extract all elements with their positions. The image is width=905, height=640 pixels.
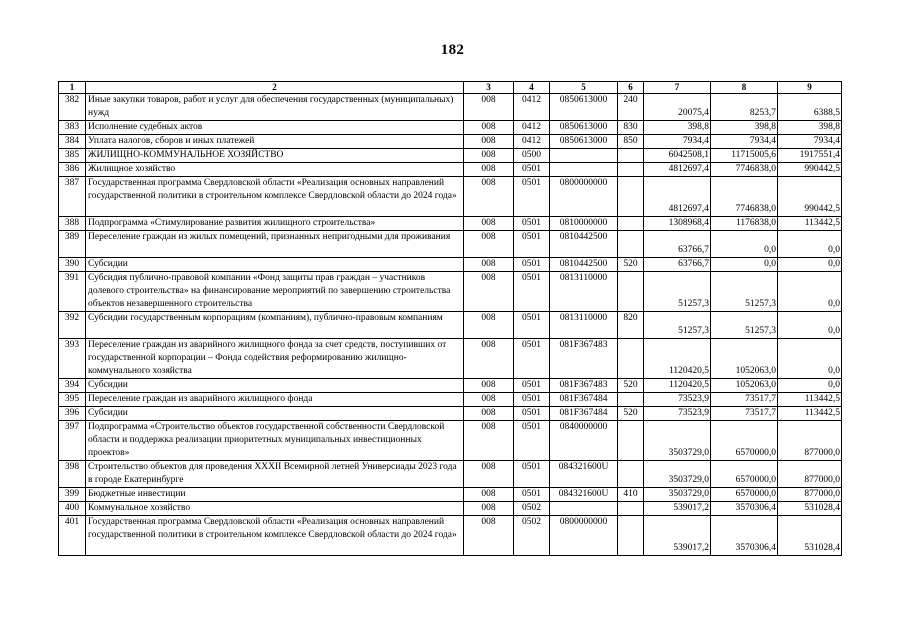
ministry-code: 008 <box>464 258 514 272</box>
amount-col8: 8253,7 <box>711 94 778 121</box>
amount-col9: 113442,5 <box>778 407 842 421</box>
target-article-code: 0813110000 <box>550 272 618 312</box>
amount-col9: 0,0 <box>778 272 842 312</box>
row-number: 394 <box>59 379 86 393</box>
table-row <box>59 121 842 135</box>
ministry-code: 008 <box>464 488 514 502</box>
ministry-code: 008 <box>464 516 514 556</box>
section-code: 0412 <box>514 121 550 135</box>
ministry-code: 008 <box>464 312 514 339</box>
section-code: 0412 <box>514 94 550 121</box>
amount-col8: 73517,7 <box>711 407 778 421</box>
target-article-code: 0800000000 <box>550 177 618 217</box>
expense-type-code <box>618 272 644 312</box>
table-row <box>59 149 842 163</box>
budget-table <box>58 81 842 556</box>
target-article-code: 0810442500 <box>550 231 618 258</box>
table-row <box>59 217 842 231</box>
column-header: 8 <box>711 82 778 94</box>
expense-type-code: 850 <box>618 135 644 149</box>
expense-type-code: 240 <box>618 94 644 121</box>
target-article-code: 0850613000 <box>550 94 618 121</box>
row-name: ЖИЛИЩНО-КОММУНАЛЬНОЕ ХОЗЯЙСТВО <box>86 149 464 163</box>
section-code: 0412 <box>514 135 550 149</box>
column-header: 5 <box>550 82 618 94</box>
ministry-code: 008 <box>464 217 514 231</box>
row-number: 393 <box>59 339 86 379</box>
ministry-code: 008 <box>464 272 514 312</box>
ministry-code: 008 <box>464 121 514 135</box>
expense-type-code <box>618 421 644 461</box>
row-name: Жилищное хозяйство <box>86 163 464 177</box>
row-number: 382 <box>59 94 86 121</box>
row-name: Бюджетные инвестиции <box>86 488 464 502</box>
expense-type-code: 830 <box>618 121 644 135</box>
target-article-code: 0800000000 <box>550 516 618 556</box>
amount-col8: 7746838,0 <box>711 177 778 217</box>
table-row <box>59 231 842 258</box>
row-number: 401 <box>59 516 86 556</box>
ministry-code: 008 <box>464 339 514 379</box>
target-article-code: 0850613000 <box>550 121 618 135</box>
expense-type-code <box>618 217 644 231</box>
amount-col7: 73523,9 <box>644 407 711 421</box>
expense-type-code <box>618 231 644 258</box>
column-header: 1 <box>59 82 86 94</box>
amount-col7: 398,8 <box>644 121 711 135</box>
amount-col8: 0,0 <box>711 258 778 272</box>
amount-col8: 398,8 <box>711 121 778 135</box>
row-number: 386 <box>59 163 86 177</box>
ministry-code: 008 <box>464 94 514 121</box>
amount-col7: 51257,3 <box>644 312 711 339</box>
target-article-code: 081F367484 <box>550 393 618 407</box>
amount-col9: 990442,5 <box>778 163 842 177</box>
amount-col7: 539017,2 <box>644 502 711 516</box>
header-row <box>59 82 842 94</box>
amount-col7: 539017,2 <box>644 516 711 556</box>
table-row <box>59 393 842 407</box>
target-article-code: 084321600U <box>550 461 618 488</box>
table-row <box>59 94 842 121</box>
row-name: Подпрограмма «Стимулирование развития жилищного строительства» <box>86 217 464 231</box>
amount-col7: 4812697,4 <box>644 177 711 217</box>
expense-type-code <box>618 393 644 407</box>
expense-type-code <box>618 461 644 488</box>
amount-col9: 1917551,4 <box>778 149 842 163</box>
amount-col8: 3570306,4 <box>711 516 778 556</box>
row-name: Субсидии <box>86 379 464 393</box>
target-article-code: 0850613000 <box>550 135 618 149</box>
amount-col8: 51257,3 <box>711 312 778 339</box>
section-code: 0501 <box>514 461 550 488</box>
target-article-code: 081F367484 <box>550 407 618 421</box>
row-name: Исполнение судебных актов <box>86 121 464 135</box>
ministry-code: 008 <box>464 461 514 488</box>
row-name: Субсидии государственным корпорациям (компаниям), публично-правовым компаниям <box>86 312 464 339</box>
section-code: 0501 <box>514 379 550 393</box>
amount-col8: 51257,3 <box>711 272 778 312</box>
ministry-code: 008 <box>464 163 514 177</box>
row-number: 390 <box>59 258 86 272</box>
row-number: 400 <box>59 502 86 516</box>
row-name: Уплата налогов, сборов и иных платежей <box>86 135 464 149</box>
amount-col9: 398,8 <box>778 121 842 135</box>
section-code: 0500 <box>514 149 550 163</box>
row-number: 397 <box>59 421 86 461</box>
target-article-code <box>550 149 618 163</box>
amount-col8: 11715005,6 <box>711 149 778 163</box>
section-code: 0502 <box>514 516 550 556</box>
row-name: Подпрограмма «Строительство объектов государственной собственности Свердловской области и поддержка реализации приоритетных муниципальных инвестиционных проектов» <box>86 421 464 461</box>
table-row <box>59 272 842 312</box>
amount-col7: 1120420,5 <box>644 379 711 393</box>
amount-col7: 4812697,4 <box>644 163 711 177</box>
section-code: 0501 <box>514 393 550 407</box>
row-name: Переселение граждан из аварийного жилищного фонда <box>86 393 464 407</box>
section-code: 0501 <box>514 488 550 502</box>
amount-col9: 531028,4 <box>778 502 842 516</box>
table-row <box>59 488 842 502</box>
target-article-code: 0813110000 <box>550 312 618 339</box>
section-code: 0501 <box>514 163 550 177</box>
row-name: Субсидия публично-правовой компании «Фонд защиты прав граждан – участников долевого строительства» на финансирование мероприятий по завершению строительства объектов незавершенного строительства <box>86 272 464 312</box>
row-name: Строительство объектов для проведения XXXII Всемирной летней Универсиады 2023 года в городе Екатеринбурге <box>86 461 464 488</box>
section-code: 0501 <box>514 217 550 231</box>
column-header: 3 <box>464 82 514 94</box>
row-name: Субсидии <box>86 407 464 421</box>
target-article-code: 0840000000 <box>550 421 618 461</box>
amount-col8: 0,0 <box>711 231 778 258</box>
expense-type-code: 520 <box>618 379 644 393</box>
amount-col7: 1120420,5 <box>644 339 711 379</box>
column-header: 2 <box>86 82 464 94</box>
amount-col8: 3570306,4 <box>711 502 778 516</box>
amount-col9: 877000,0 <box>778 421 842 461</box>
row-name: Переселение граждан из аварийного жилищного фонда за счет средств, поступивших от государственной корпорации – Фонда содействия реформированию жилищно-коммунального хозяйства <box>86 339 464 379</box>
table-row <box>59 421 842 461</box>
column-header: 6 <box>618 82 644 94</box>
amount-col7: 7934,4 <box>644 135 711 149</box>
row-name: Иные закупки товаров, работ и услуг для обеспечения государственных (муниципальных) нужд <box>86 94 464 121</box>
amount-col9: 0,0 <box>778 339 842 379</box>
row-number: 391 <box>59 272 86 312</box>
ministry-code: 008 <box>464 231 514 258</box>
amount-col9: 6388,5 <box>778 94 842 121</box>
ministry-code: 008 <box>464 407 514 421</box>
row-number: 392 <box>59 312 86 339</box>
table-row <box>59 163 842 177</box>
table-row <box>59 502 842 516</box>
table-row <box>59 177 842 217</box>
column-header: 7 <box>644 82 711 94</box>
amount-col9: 0,0 <box>778 231 842 258</box>
column-header: 9 <box>778 82 842 94</box>
expense-type-code <box>618 339 644 379</box>
amount-col9: 0,0 <box>778 379 842 393</box>
row-number: 383 <box>59 121 86 135</box>
section-code: 0501 <box>514 339 550 379</box>
table-row <box>59 379 842 393</box>
ministry-code: 008 <box>464 421 514 461</box>
target-article-code: 081F367483 <box>550 339 618 379</box>
row-number: 388 <box>59 217 86 231</box>
table-row <box>59 312 842 339</box>
amount-col9: 7934,4 <box>778 135 842 149</box>
row-name: Государственная программа Свердловской области «Реализация основных направлений государственной политики в строительном комплексе Свердловской области до 2024 года» <box>86 177 464 217</box>
expense-type-code <box>618 163 644 177</box>
amount-col9: 877000,0 <box>778 488 842 502</box>
row-number: 396 <box>59 407 86 421</box>
amount-col8: 1052063,0 <box>711 339 778 379</box>
table-row <box>59 135 842 149</box>
table-row <box>59 407 842 421</box>
expense-type-code: 520 <box>618 258 644 272</box>
section-code: 0501 <box>514 407 550 421</box>
expense-type-code <box>618 502 644 516</box>
amount-col9: 0,0 <box>778 258 842 272</box>
amount-col7: 3503729,0 <box>644 421 711 461</box>
amount-col8: 7934,4 <box>711 135 778 149</box>
row-name: Переселение граждан из жилых помещений, признанных непригодными для проживания <box>86 231 464 258</box>
expense-type-code <box>618 516 644 556</box>
amount-col9: 877000,0 <box>778 461 842 488</box>
amount-col7: 3503729,0 <box>644 461 711 488</box>
amount-col7: 6042508,1 <box>644 149 711 163</box>
table-body <box>59 94 842 556</box>
ministry-code: 008 <box>464 379 514 393</box>
row-number: 398 <box>59 461 86 488</box>
amount-col9: 990442,5 <box>778 177 842 217</box>
amount-col9: 531028,4 <box>778 516 842 556</box>
row-name: Государственная программа Свердловской области «Реализация основных направлений государственной политики в строительном комплексе Свердловской области до 2024 года» <box>86 516 464 556</box>
row-name: Субсидии <box>86 258 464 272</box>
section-code: 0501 <box>514 231 550 258</box>
ministry-code: 008 <box>464 177 514 217</box>
section-code: 0501 <box>514 312 550 339</box>
ministry-code: 008 <box>464 502 514 516</box>
section-code: 0501 <box>514 272 550 312</box>
table-row <box>59 258 842 272</box>
row-number: 385 <box>59 149 86 163</box>
row-number: 389 <box>59 231 86 258</box>
section-code: 0501 <box>514 421 550 461</box>
expense-type-code <box>618 177 644 217</box>
row-number: 395 <box>59 393 86 407</box>
amount-col7: 73523,9 <box>644 393 711 407</box>
page-number: 182 <box>440 42 465 58</box>
row-name: Коммунальное хозяйство <box>86 502 464 516</box>
amount-col7: 51257,3 <box>644 272 711 312</box>
target-article-code <box>550 163 618 177</box>
amount-col7: 3503729,0 <box>644 488 711 502</box>
amount-col9: 0,0 <box>778 312 842 339</box>
ministry-code: 008 <box>464 393 514 407</box>
amount-col7: 1308968,4 <box>644 217 711 231</box>
table-row <box>59 339 842 379</box>
amount-col9: 113442,5 <box>778 217 842 231</box>
ministry-code: 008 <box>464 149 514 163</box>
section-code: 0502 <box>514 502 550 516</box>
amount-col7: 63766,7 <box>644 258 711 272</box>
target-article-code: 0810442500 <box>550 258 618 272</box>
expense-type-code: 820 <box>618 312 644 339</box>
table-row <box>59 461 842 488</box>
amount-col8: 6570000,0 <box>711 488 778 502</box>
row-number: 387 <box>59 177 86 217</box>
amount-col8: 6570000,0 <box>711 421 778 461</box>
expense-type-code <box>618 149 644 163</box>
amount-col8: 73517,7 <box>711 393 778 407</box>
expense-type-code: 520 <box>618 407 644 421</box>
amount-col7: 20075,4 <box>644 94 711 121</box>
amount-col8: 7746838,0 <box>711 163 778 177</box>
section-code: 0501 <box>514 258 550 272</box>
expense-type-code: 410 <box>618 488 644 502</box>
table-row <box>59 516 842 556</box>
amount-col8: 1176838,0 <box>711 217 778 231</box>
row-number: 399 <box>59 488 86 502</box>
target-article-code <box>550 502 618 516</box>
target-article-code: 081F367483 <box>550 379 618 393</box>
target-article-code: 0810000000 <box>550 217 618 231</box>
ministry-code: 008 <box>464 135 514 149</box>
row-number: 384 <box>59 135 86 149</box>
column-header: 4 <box>514 82 550 94</box>
amount-col8: 1052063,0 <box>711 379 778 393</box>
target-article-code: 084321600U <box>550 488 618 502</box>
section-code: 0501 <box>514 177 550 217</box>
amount-col9: 113442,5 <box>778 393 842 407</box>
amount-col8: 6570000,0 <box>711 461 778 488</box>
amount-col7: 63766,7 <box>644 231 711 258</box>
